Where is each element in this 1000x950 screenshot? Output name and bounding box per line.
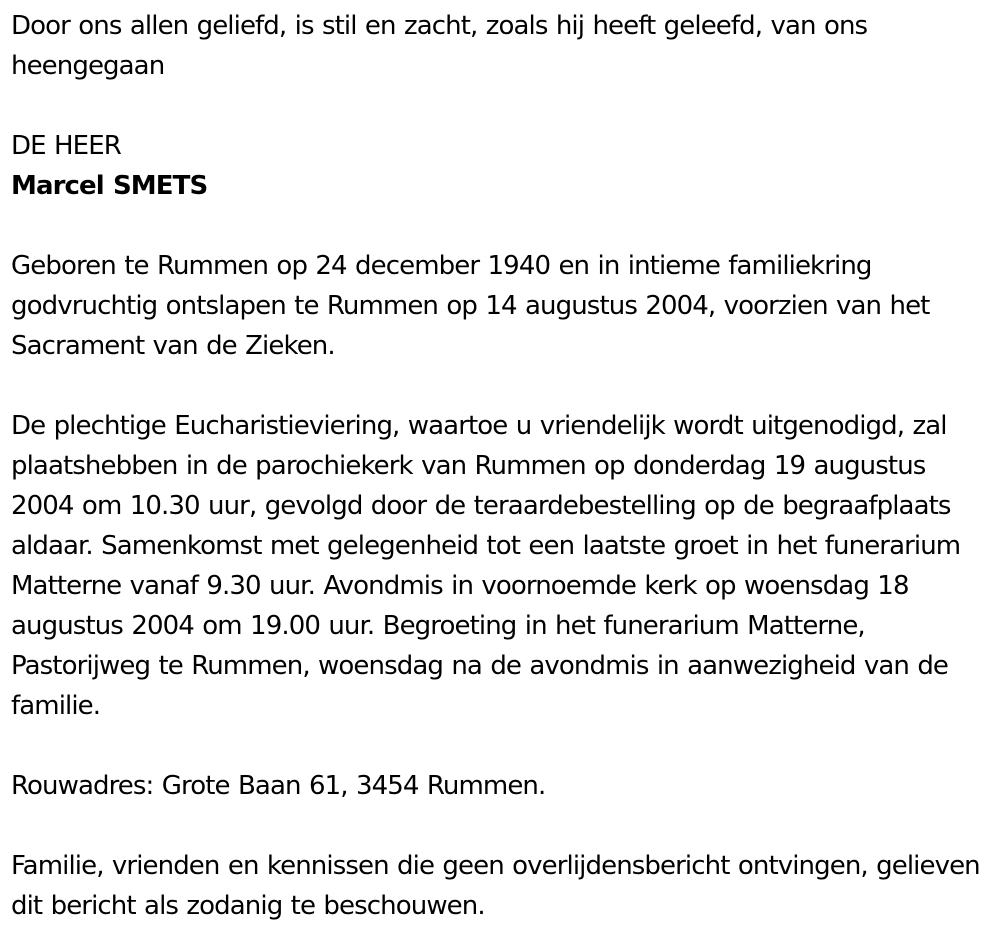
ceremony-paragraph: De plechtige Eucharistieviering, waartoe u vriendelijk wordt uitgenodigd, zal plaatshebben in de parochiekerk van Rummen op donderdag 19 augustus 2004 om 10.30 uur, gevolgd door de teraardebestelling op de begraafplaats aldaar. Samenkomst met gelegenheid tot een laatste groet in het funerarium Matterne vanaf 9.30 uur. Avondmis in voornoemde kerk op woensdag 18 augustus 2004 om 19.00 uur. Begroeting in het funerarium Matterne, Pastorijweg te Rummen, woensdag na de avondmis in aanwezigheid van de familie.: [11, 411, 961, 721]
mourning-address: Rouwadres: Grote Baan 61, 3454 Rummen.: [11, 771, 546, 801]
birth-death-paragraph: Geboren te Rummen op 24 december 1940 en in intieme familiekring godvruchtig ontslapen te Rummen op 14 augustus 2004, voorzien van het Sacrament van de Zieken.: [11, 251, 930, 361]
deceased-name: Marcel SMETS: [11, 171, 208, 201]
intro-text: Door ons allen geliefd, is stil en zacht, zoals hij heeft geleefd, van ons heengegaan: [11, 11, 868, 81]
closing-paragraph: Familie, vrienden en kennissen die geen overlijdensbericht ontvingen, gelieven dit bericht als zodanig te beschouwen.: [11, 851, 980, 921]
obituary-notice: [11, 6, 996, 926]
honorific-title: DE HEER: [11, 131, 121, 161]
